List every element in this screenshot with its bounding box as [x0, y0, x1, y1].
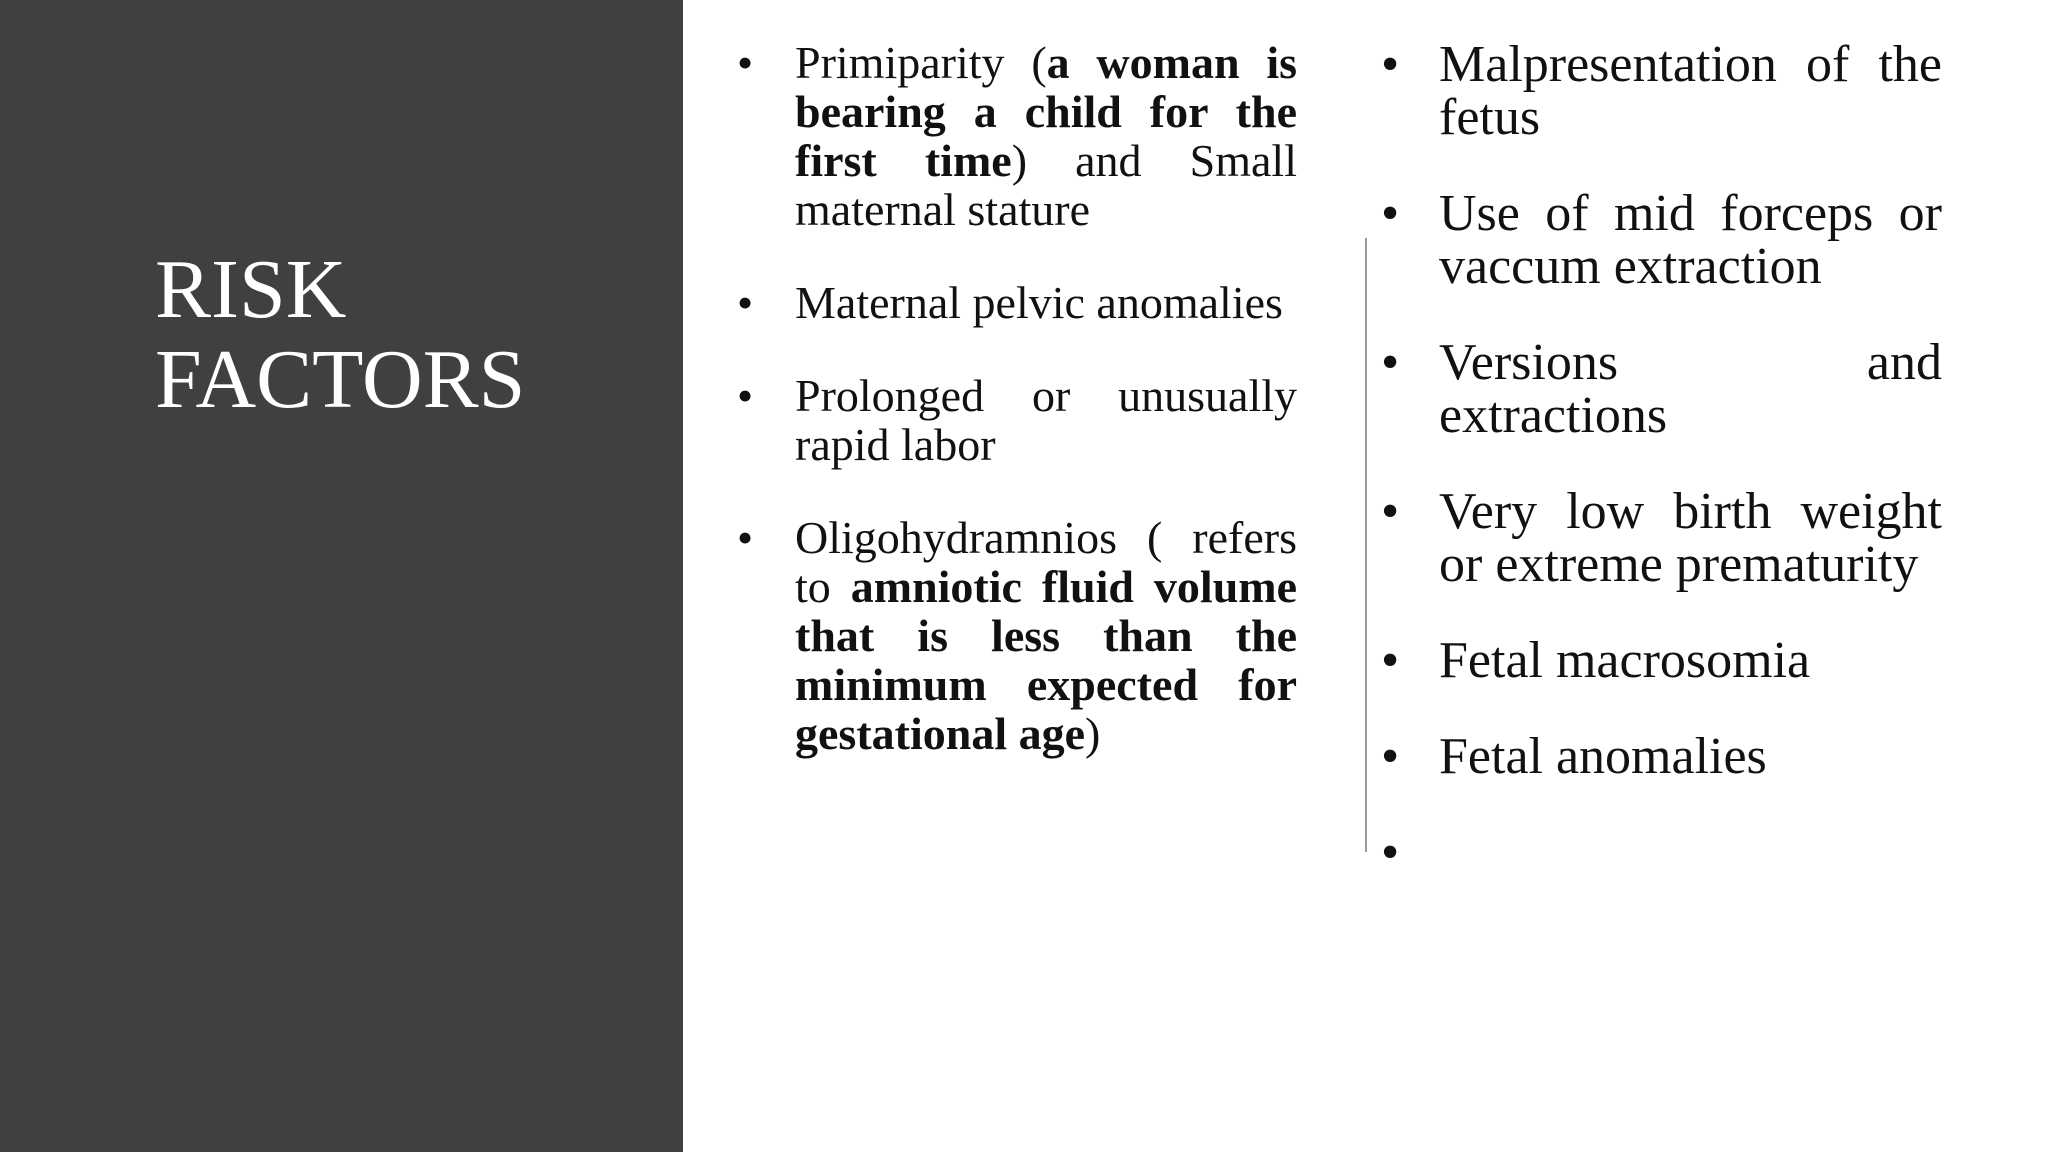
item-emphasis: amniotic fluid volume that is less than the minimum expected for gestational age	[795, 561, 1298, 759]
list-item-primiparity	[795, 38, 1297, 234]
slide-title	[155, 245, 525, 425]
slide-title-line-1: RISK	[155, 243, 347, 336]
list-item-empty	[1439, 826, 1942, 879]
list-item-fetal-anomalies: • Fetal anomalies	[1439, 730, 1942, 783]
list-item-birth-weight: • Very low birth weight or extreme prematurity	[1439, 485, 1942, 591]
item-text: Prolonged or unusually rapid labor	[795, 370, 1297, 470]
list-item-versions: • Versions and extractions	[1439, 336, 1942, 442]
list-item-labor	[795, 371, 1297, 469]
risk-factor-list-left	[795, 38, 1297, 802]
item-emphasis: a woman is bearing a child for the first time	[795, 37, 1297, 186]
list-item-malpresentation: • Malpresentation of the fetus	[1439, 38, 1942, 144]
item-text: ) and Small maternal stature	[795, 135, 1297, 235]
list-item-pelvic-anomalies	[795, 278, 1297, 327]
title-panel	[0, 0, 683, 1152]
column-divider	[1365, 238, 1367, 852]
list-item-macrosomia: • Fetal macrosomia	[1439, 634, 1942, 687]
risk-factor-list-right	[1439, 38, 1942, 922]
item-text: )	[1085, 708, 1101, 759]
list-item-oligohydramnios	[795, 513, 1297, 758]
item-text: Maternal pelvic anomalies	[795, 277, 1283, 328]
item-text: Oligohydramnios ( refers to	[795, 512, 1297, 612]
slide-title-line-2: FACTORS	[155, 333, 526, 426]
list-item-forceps: • Use of mid forceps or vaccum extraction	[1439, 187, 1942, 293]
item-text: Primiparity (	[795, 37, 1047, 88]
